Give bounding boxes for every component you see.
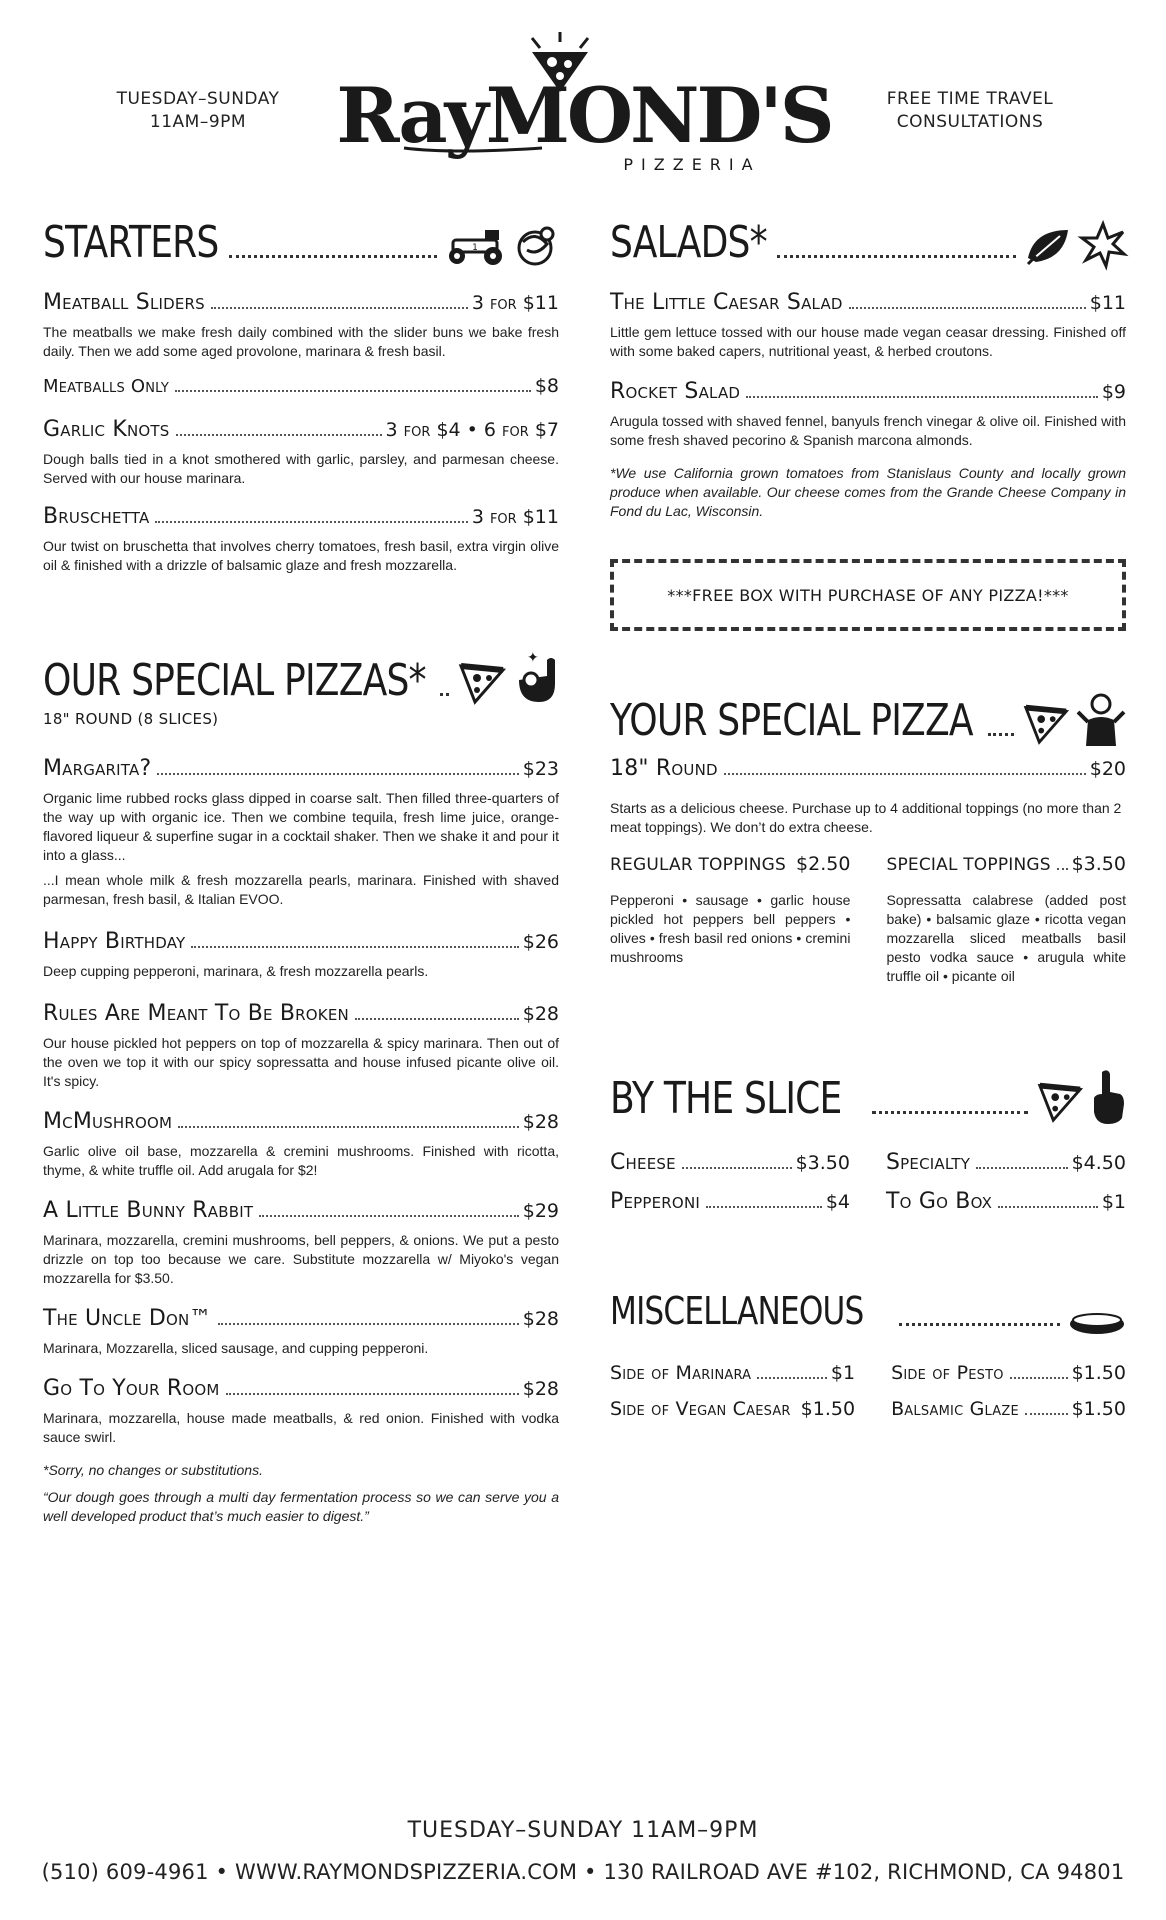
item-price: 3 for $4 • 6 for $7 [385,419,559,441]
toppings-list: Pepperoni • sausage • garlic house pickled hot peppers bell peppers • olives • fresh basil red onions • cremini mushrooms [610,892,851,965]
item-name: Bruschetta [43,504,150,529]
menu-item [610,1189,850,1214]
item-price: $4.50 [1071,1152,1126,1174]
item-price: 3 for $11 [471,292,559,314]
item-price: $23 [522,758,559,780]
item-price: $28 [522,1003,559,1025]
menu-item [610,290,1126,361]
item-description: Marinara, mozzarella, house made meatballs, & red onion. Finished with vodka sauce swirl. [43,1410,559,1445]
race-car-icon [445,224,507,268]
toppings-price: $2.50 [796,853,851,875]
section-title: YOUR SPECIAL PIZZA [610,695,973,746]
item-name: Pepperoni [610,1189,700,1214]
slice-prices [610,1150,1126,1214]
item-price: $26 [522,931,559,953]
regular-toppings [610,853,850,986]
item-name: Rules Are Meant To Be Broken [43,1001,349,1026]
item-name: The Uncle Don™ [43,1306,212,1331]
toppings-price: $3.50 [1071,853,1126,875]
leaf-icon [1024,224,1074,268]
menu-item [886,1189,1126,1214]
salads-section [610,212,1126,631]
starters-header [43,212,559,268]
item-name: Balsamic Glaze [891,1398,1019,1420]
special-toppings [886,853,1126,986]
item-description: The meatballs we make fresh daily combined with the slider buns we bake fresh daily. Then we add some aged provolone, marinara & fresh basil. [43,324,559,359]
item-price: $1 [1101,1191,1126,1213]
header-tagline: FREE TIME TRAVEL CONSULTATIONS [886,89,1054,132]
menu-item [43,1001,559,1091]
section-title: MISCELLANEOUS [610,1289,864,1333]
dough-note: “Our dough goes through a multi day fermentation process so we can serve you a well developed product that’s much easier to digest.” [43,1489,559,1524]
slice-header [610,1068,1126,1124]
raymonds-pizzeria-logo [336,30,832,180]
special-pizzas-section [43,650,559,1526]
menu-item [886,1150,1126,1175]
item-price: $28 [522,1308,559,1330]
pizza-slice-icon [1036,1076,1084,1124]
menu-item [610,1398,855,1420]
item-price: $1.50 [800,1398,856,1420]
pizza-slice-icon [1022,698,1070,746]
sourcing-note: *We use California grown tomatoes from Stanislaus County and locally grown produce when available. Our cheese comes from the Grande Cheese Company in Fond du Lac, Wisconsin. [610,465,1126,519]
menu-item [610,1150,850,1175]
misc-header [610,1280,1126,1336]
menu-item [43,1198,559,1288]
miscellaneous-section [610,1280,1126,1420]
item-name: Side of Marinara [610,1362,752,1384]
item-name: Margarita? [43,756,152,781]
build-pizza-description: Starts as a delicious cheese. Purchase up to 4 additional toppings (no more than 2 meat toppings). We don’t do extra cheese. [610,800,1122,835]
ok-hand-icon [513,650,559,706]
footer-hours: TUESDAY–SUNDAY 11AM–9PM [407,1818,759,1843]
burst-icon [1080,222,1126,268]
item-description: Deep cupping pepperoni, marinara, & fresh mozzarella pearls. [43,963,429,979]
item-description: Little gem lettuce tossed with our house made vegan ceasar dressing. Finished off with some baked capers, nutritional yeast, & herbed croutons. [610,324,1126,359]
section-title: BY THE SLICE [610,1073,842,1124]
header-hours: TUESDAY–SUNDAY 11AM–9PM [116,89,280,132]
item-price: $29 [522,1200,559,1222]
menu-item [610,379,1126,450]
toppings [610,853,1126,986]
item-name: Happy Birthday [43,929,186,954]
item-description: Arugula tossed with shaved fennel, banyuls french vinegar & olive oil. Finished with some fresh shaved pecorino & Spanish marcona almonds. [610,413,1126,448]
item-name: Specialty [886,1150,971,1175]
item-price: 3 for $11 [471,506,559,528]
item-price: $20 [1089,758,1126,780]
menu-item [610,756,1126,781]
menu-item [891,1398,1126,1420]
item-price: $4 [825,1191,850,1213]
sauce-cup-icon [1068,1308,1126,1336]
menu-item [610,1362,855,1384]
toppings-label: REGULAR TOPPINGS [610,855,787,875]
menu-item [43,375,559,397]
menu-item [43,1306,559,1358]
toppings-list: Sopressatta calabrese (added post bake) • balsamic glaze • ricotta vegan mozzarella sliced meatballs basil pesto vodka sauce • arugula white truffle oil • picante oil [886,892,1126,984]
section-title: OUR SPECIAL PIZZAS* [43,655,426,706]
item-price: $3.50 [795,1152,850,1174]
item-name: Garlic Knots [43,417,170,442]
item-name: Meatball Sliders [43,290,205,315]
item-name: Go To Your Room [43,1376,220,1401]
menu-item [43,756,559,909]
item-price: $11 [1089,292,1126,314]
menu-item [43,290,559,361]
your-pizza-header [610,690,1126,746]
menu-item [43,1109,559,1180]
by-the-slice-section [610,1068,1126,1214]
item-price: $28 [522,1111,559,1133]
your-special-pizza-section [610,690,1126,986]
item-description: Organic lime rubbed rocks glass dipped in coarse salt. Then filled three-quarters of the way up with organic ice. Then we combine tequila, fresh lime juice, orange-flavored liqueur & superfine sugar in a cocktail shaker. Then we shake it and pour it into a glass... [43,790,559,863]
item-price: $1 [830,1362,856,1384]
menu-item [891,1362,1126,1384]
item-price: $1.50 [1071,1398,1126,1420]
no-substitutions-note: *Sorry, no changes or substitutions. [43,1462,263,1478]
salads-header [610,212,1126,268]
item-price: $28 [522,1378,559,1400]
item-name: To Go Box [886,1189,993,1214]
starters-section [43,212,559,575]
item-description: Dough balls tied in a knot smothered with garlic, parsley, and parmesan cheese. Served with our house marinara. [43,451,559,486]
item-description: Garlic olive oil base, mozzarella & cremini mushrooms. Finished with ricotta, thyme, & white truffle oil. Add arugala for $2! [43,1143,559,1178]
svg-text:1: 1 [472,243,478,253]
item-description: Marinara, Mozzarella, sliced sausage, and cupping pepperoni. [43,1340,429,1356]
item-description: Our twist on bruschetta that involves cherry tomatoes, fresh basil, extra virgin olive oil & finished with a drizzle of balsamic glaze and fresh mozzarella. [43,538,559,573]
menu-item [43,417,559,488]
toppings-label: SPECIAL TOPPINGS [886,855,1051,875]
item-description: Our house pickled hot peppers on top of mozzarella & spicy marinara. Then out of the oven we top it with our spicy sopressatta and house infused picante olive oil. It's spicy. [43,1035,559,1089]
item-price: $8 [534,375,559,397]
special-pizzas-header [43,650,559,706]
item-name: Cheese [610,1150,676,1175]
number-one-hand-icon [1090,1068,1126,1124]
section-title: SALADS* [610,217,767,268]
pizza-slice-icon [457,656,507,706]
free-box-promo: ***FREE BOX WITH PURCHASE OF ANY PIZZA!*** [610,559,1126,631]
misc-prices [610,1362,1126,1420]
item-price: $9 [1101,381,1126,403]
menu-item [43,1376,559,1447]
footer-contact: (510) 609-4961 • WWW.RAYMONDSPIZZERIA.COM • 130 RAILROAD AVE #102, RICHMOND, CA 94801 [41,1860,1125,1884]
menu-item [43,929,559,981]
item-name: The Little Caesar Salad [610,290,843,315]
svg-text:✦: ✦ [527,650,539,666]
item-price: $1.50 [1071,1362,1126,1384]
item-description-continued: ...I mean whole milk & fresh mozzarella pearls, marinara. Finished with shaved parmesan, fresh basil, & Italian EVOO. [43,872,559,907]
menu-item [43,504,559,575]
item-description: Marinara, mozzarella, cremini mushrooms, bell peppers, & onions. We put a pesto drizzle on top too because we care. Substitute mozzarella w/ Miyoko's vegan mozzarella for $3.50. [43,1232,559,1286]
logo-subtitle: PIZZERIA [623,155,761,174]
garlic-knot-icon [513,222,559,268]
logo-wordmark: RayMOND'S [336,71,832,160]
item-name: A Little Bunny Rabbit [43,1198,254,1223]
section-title: STARTERS [43,217,219,268]
item-name: Rocket Salad [610,379,741,404]
shrugging-man-icon [1076,692,1126,746]
item-name: 18" Round [610,756,718,781]
item-name: McMushroom [43,1109,173,1134]
item-name: Meatballs Only [43,376,169,397]
item-name: Side of Pesto [891,1362,1004,1384]
section-subtitle: 18" ROUND (8 SLICES) [43,710,219,728]
item-name: Side of Vegan Caesar [610,1398,791,1420]
